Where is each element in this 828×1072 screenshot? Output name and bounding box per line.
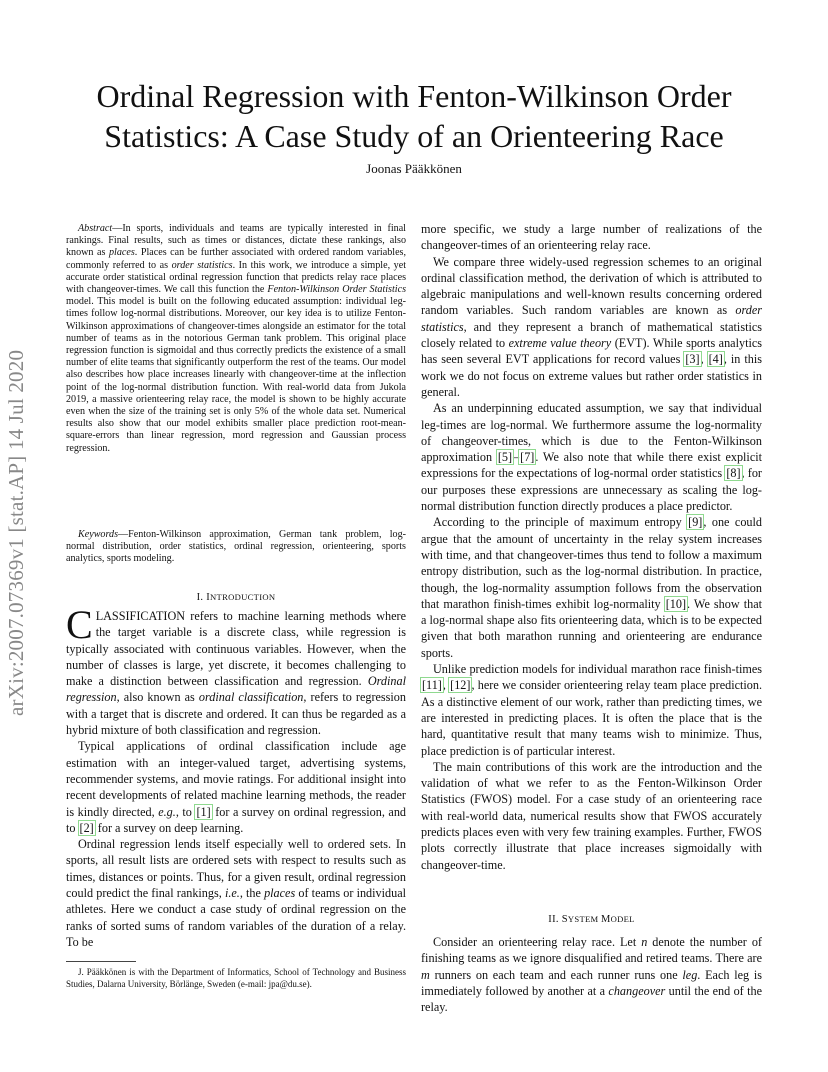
right-p5-text-c: , here we consider orienteering relay team place prediction. As a distinctive element of our work, rather than predicting times, we are interested in predicting places. It is often the place that is the hard, quantitative result that many teams wish to minimize. Thus, place prediction is of particular interest. <box>421 678 763 758</box>
citation-link-9[interactable]: [9] <box>688 515 703 530</box>
keywords-dash: — <box>118 529 129 540</box>
title-line-1: Ordinal Regression with Fenton-Wilkinson Order <box>96 78 732 114</box>
right-paragraph-4 <box>421 514 762 661</box>
intro-p2-text-c: for a survey on ordinal regression, and to <box>66 804 407 835</box>
right-p2-text-e: , in this work we do not focus on extreme values but rather order statistics in general. <box>421 352 763 399</box>
sysmodel-text-a: Consider an orienteering relay race. Let <box>433 935 642 949</box>
intro-paragraph-1 <box>66 602 406 738</box>
sysmodel-text-b: denote the number of finishing teams as we ignore disqualified and retired teams. There are <box>421 935 762 966</box>
intro-ie: i.e. <box>224 886 240 901</box>
citation-link-3[interactable]: [3] <box>685 352 700 367</box>
right-p4-text-c: . We show that a log-normal shape also fits orienteering data, which is to be expected given that both marathon running and orienteering are endurance sports. <box>421 596 762 660</box>
system-model-body <box>421 934 762 1015</box>
paper-title <box>40 76 788 156</box>
citation-link-11[interactable]: [11] <box>422 678 442 693</box>
sysmodel-n: n <box>641 935 648 949</box>
abstract-order-statistics: order statistics <box>171 259 233 271</box>
right-column-body <box>421 221 762 873</box>
keywords <box>66 529 406 566</box>
sysmodel-changeover: changeover <box>608 983 666 998</box>
right-p5-text-a: Unlike prediction models for individual marathon race finish-times <box>433 662 762 677</box>
abstract-text-3: . In this work, we introduce a simple, yet accurate order statistical ordinal regression function that predicts relay race places with changeover-times. We call this function the <box>66 259 406 296</box>
right-p2-text-b: , and they represent a branch of mathematical statistics closely related to <box>421 319 762 351</box>
section-number: I. <box>196 592 207 603</box>
sysmodel-text-c: runners on each team and each runner runs one <box>429 967 683 982</box>
right-p2-text-a: We compare three widely-used regression schemes to an original ordinal classification method, the derivation of which is attributed to algebraic manipulations and well-known results concerning ordered random variables. Such random variables are known as <box>421 254 762 318</box>
footnote-rule <box>66 961 136 962</box>
section2-number: II. <box>548 914 562 925</box>
abstract-text-2: . Places can be further associated with ordered random variables, commonly referred to as <box>66 247 407 271</box>
intro-p2-text-d: for a survey on deep learning. <box>94 820 244 835</box>
intro-p1-text-a: LASSIFICATION refers to machine learning methods where the target variable is a discrete class, while regression is typically associated with continuous variables. However, when the number of classes is large, yet discrete, it becomes challenging to make a distinction between classification and regression. <box>66 609 406 689</box>
intro-p2-text-b: , to <box>175 804 196 819</box>
citation-link-10[interactable]: [10] <box>665 596 687 611</box>
citation-link-2[interactable]: [2] <box>79 820 94 835</box>
author-name: Joonas Pääkkönen <box>366 161 462 176</box>
keywords-paragraph <box>66 529 406 566</box>
section2-first-letter-b: M <box>600 914 611 925</box>
section2-rest-a: YSTEM <box>567 914 601 924</box>
citation-link-7[interactable]: [7] <box>520 450 535 465</box>
footnote <box>66 967 406 990</box>
right-p3-text-b: . We also note that while there exist explicit expressions for the expectations of log-normal order statistics <box>421 450 763 481</box>
citation-link-12[interactable]: [12] <box>450 678 471 693</box>
right-p2-text-c: (EVT). While sports analytics has seen several EVT applications for record values <box>421 336 762 367</box>
citation-link-8[interactable]: [8] <box>726 466 741 481</box>
abstract-text-1: In sports, individuals and teams are typically interested in final rankings. Final results, such as times or distances, dictate these rankings, also known as <box>66 223 406 259</box>
arxiv-identifier: arXiv:2007.07369v1 [stat.AP] 14 Jul 2020 <box>4 349 28 717</box>
intro-p1-text-c: , refers to regression with a target that is discrete and ordered. It can thus be regarded as a hybrid mixture of both classification and regression. <box>66 690 406 738</box>
abstract-places: places <box>108 247 135 259</box>
abstract-dash: — <box>112 223 123 234</box>
abstract-fwos: Fenton-Wilkinson Order Statistics <box>267 284 406 296</box>
abstract-text-4: model. This model is built on the following educated assumption: individual leg-times follow log-normal distributions. Moreover, our key idea is to utilize Fenton-Wilkinson approximations of changeover-times alongside an estimator for the total number of teams as in the notorious German tank problem. This original place regression function is sigmoidal and thus correctly predicts the existence of a small number of elite teams that significantly outperform the rest of the teams. Our model also describes how place increases linearly with changeover-time at the inflection point of the log-normal distribution function. With real-world data from Jukola 2019, a massive orienteering relay race, the model is shown to be highly accurate even when the size of the training set is only 5% of the whole data set. Numerical results also show that our model exhibits smaller place prediction root-mean-square-errors than linear regression, mord regression and Gaussian process regression. <box>66 296 406 454</box>
intro-ordinal-regression: Ordinal regression <box>66 674 406 705</box>
intro-ordinal-classification: ordinal classification <box>198 690 304 705</box>
system-model-paragraph <box>421 934 762 1015</box>
right-paragraph-6: The main contributions of this work are the introduction and the validation of what we refer to as the Fenton-Wilkinson Order Statistics (FWOS) model. For a case study of an orienteering race with real-world data, numerical results show that FWOS accurately predicts places even with very few training examples. Further, FWOS plots correctly illustrate that place increases sigmoidally with changeover-time. <box>421 759 762 872</box>
right-p3-text-c: , for our purposes these expressions are unnecessary as scaling the log-normal distribution function directly produces a place predictor. <box>421 466 762 514</box>
section2-rest-b: ODEL <box>610 914 635 924</box>
section-heading-system-model <box>421 914 762 925</box>
section-heading-introduction <box>66 592 406 603</box>
right-p3-text-a: As an underpinning educated assumption, we say that individual leg-times are log-normal. We furthermore assume the log-normality of changeover-times, which is due to the Fenton-Wilkinson approximation <box>421 401 762 465</box>
citation-link-4[interactable]: [4] <box>708 352 723 367</box>
intro-eg: e.g. <box>158 804 176 819</box>
intro-paragraph-3 <box>66 836 406 950</box>
right-p2-text-d: , <box>700 352 708 367</box>
right-evt: extreme value theory <box>508 336 612 351</box>
keywords-text: Fenton-Wilkinson approximation, German tank problem, log-normal distribution, order statistics, ordinal regression, orienteering, sports analytics, sports modeling. <box>66 529 406 565</box>
section-title-rest: NTRODUCTION <box>210 592 276 602</box>
right-paragraph-1: more specific, we study a large number of realizations of the changeover-times of an orienteering relay race. <box>421 222 762 253</box>
citation-link-5[interactable]: [5] <box>497 450 513 465</box>
abstract-paragraph <box>66 223 406 455</box>
footnote-text: J. Pääkkönen is with the Department of Informatics, School of Technology and Business Studies, Dalarna University, Börlänge, Sweden (e-mail: jpa@du.se). <box>66 967 406 989</box>
right-order-statistics: order statistics <box>421 303 762 334</box>
title-line-2: Statistics: A Case Study of an Orienteering Race <box>104 118 724 154</box>
sysmodel-leg: leg <box>682 967 698 982</box>
intro-p3-text-a: Ordinal regression lends itself especially well to ordered sets. In sports, all result lists are ordered sets with respect to results such as times, distances or points. Thus, for a given result, ordinal regression could predict the final rankings, <box>66 837 406 901</box>
section-first-letter: I <box>206 592 211 603</box>
intro-p3-text-b: , the <box>239 886 265 901</box>
citation-link-1[interactable]: [1] <box>196 804 211 819</box>
intro-p3-text-c: of teams or individual athletes. Here we conduct a case study of ordinal regression on the ranks of sorted sums of random variables of the duration of a relay. To be <box>66 886 406 949</box>
drop-cap: C <box>66 602 93 647</box>
abstract-label: Abstract <box>78 223 113 234</box>
right-p4-text-a: According to the principle of maximum entropy <box>433 515 688 530</box>
sysmodel-text-d: . Each leg is immediately followed by another at a <box>421 967 762 998</box>
intro-p1-text-b: , also known as <box>116 690 199 705</box>
introduction-body <box>66 602 407 950</box>
section2-first-letter-a: S <box>561 914 568 925</box>
right-paragraph-2 <box>421 254 762 401</box>
intro-p2-text-a: Typical applications of ordinal classification include age estimation with an integer-valued target, advertising systems, recommender systems, and movie ratings. For additional insight into recent developments of related machine learning methods, the reader is kindly directed, <box>66 739 406 819</box>
keywords-label: Keywords <box>78 529 119 540</box>
sysmodel-text-e: until the end of the relay. <box>421 983 762 1015</box>
sysmodel-m: m <box>421 967 430 982</box>
intro-paragraph-2 <box>66 738 406 836</box>
right-paragraph-3 <box>421 400 762 514</box>
right-p3-dash: – <box>513 450 520 465</box>
right-p5-text-b: , <box>442 678 450 693</box>
right-p4-text-b: , one could argue that the amount of uncertainty in the relay system increases with time, and that changeover-times thus tend to follow a maximum entropy distribution, such as the log-normal distribution. In practice, though, the log-normality assumption follows from the observation that marathon finish-times exhibit log-normality <box>421 515 762 611</box>
right-paragraph-5 <box>421 661 762 759</box>
abstract <box>66 223 406 455</box>
intro-places: places <box>264 886 296 901</box>
